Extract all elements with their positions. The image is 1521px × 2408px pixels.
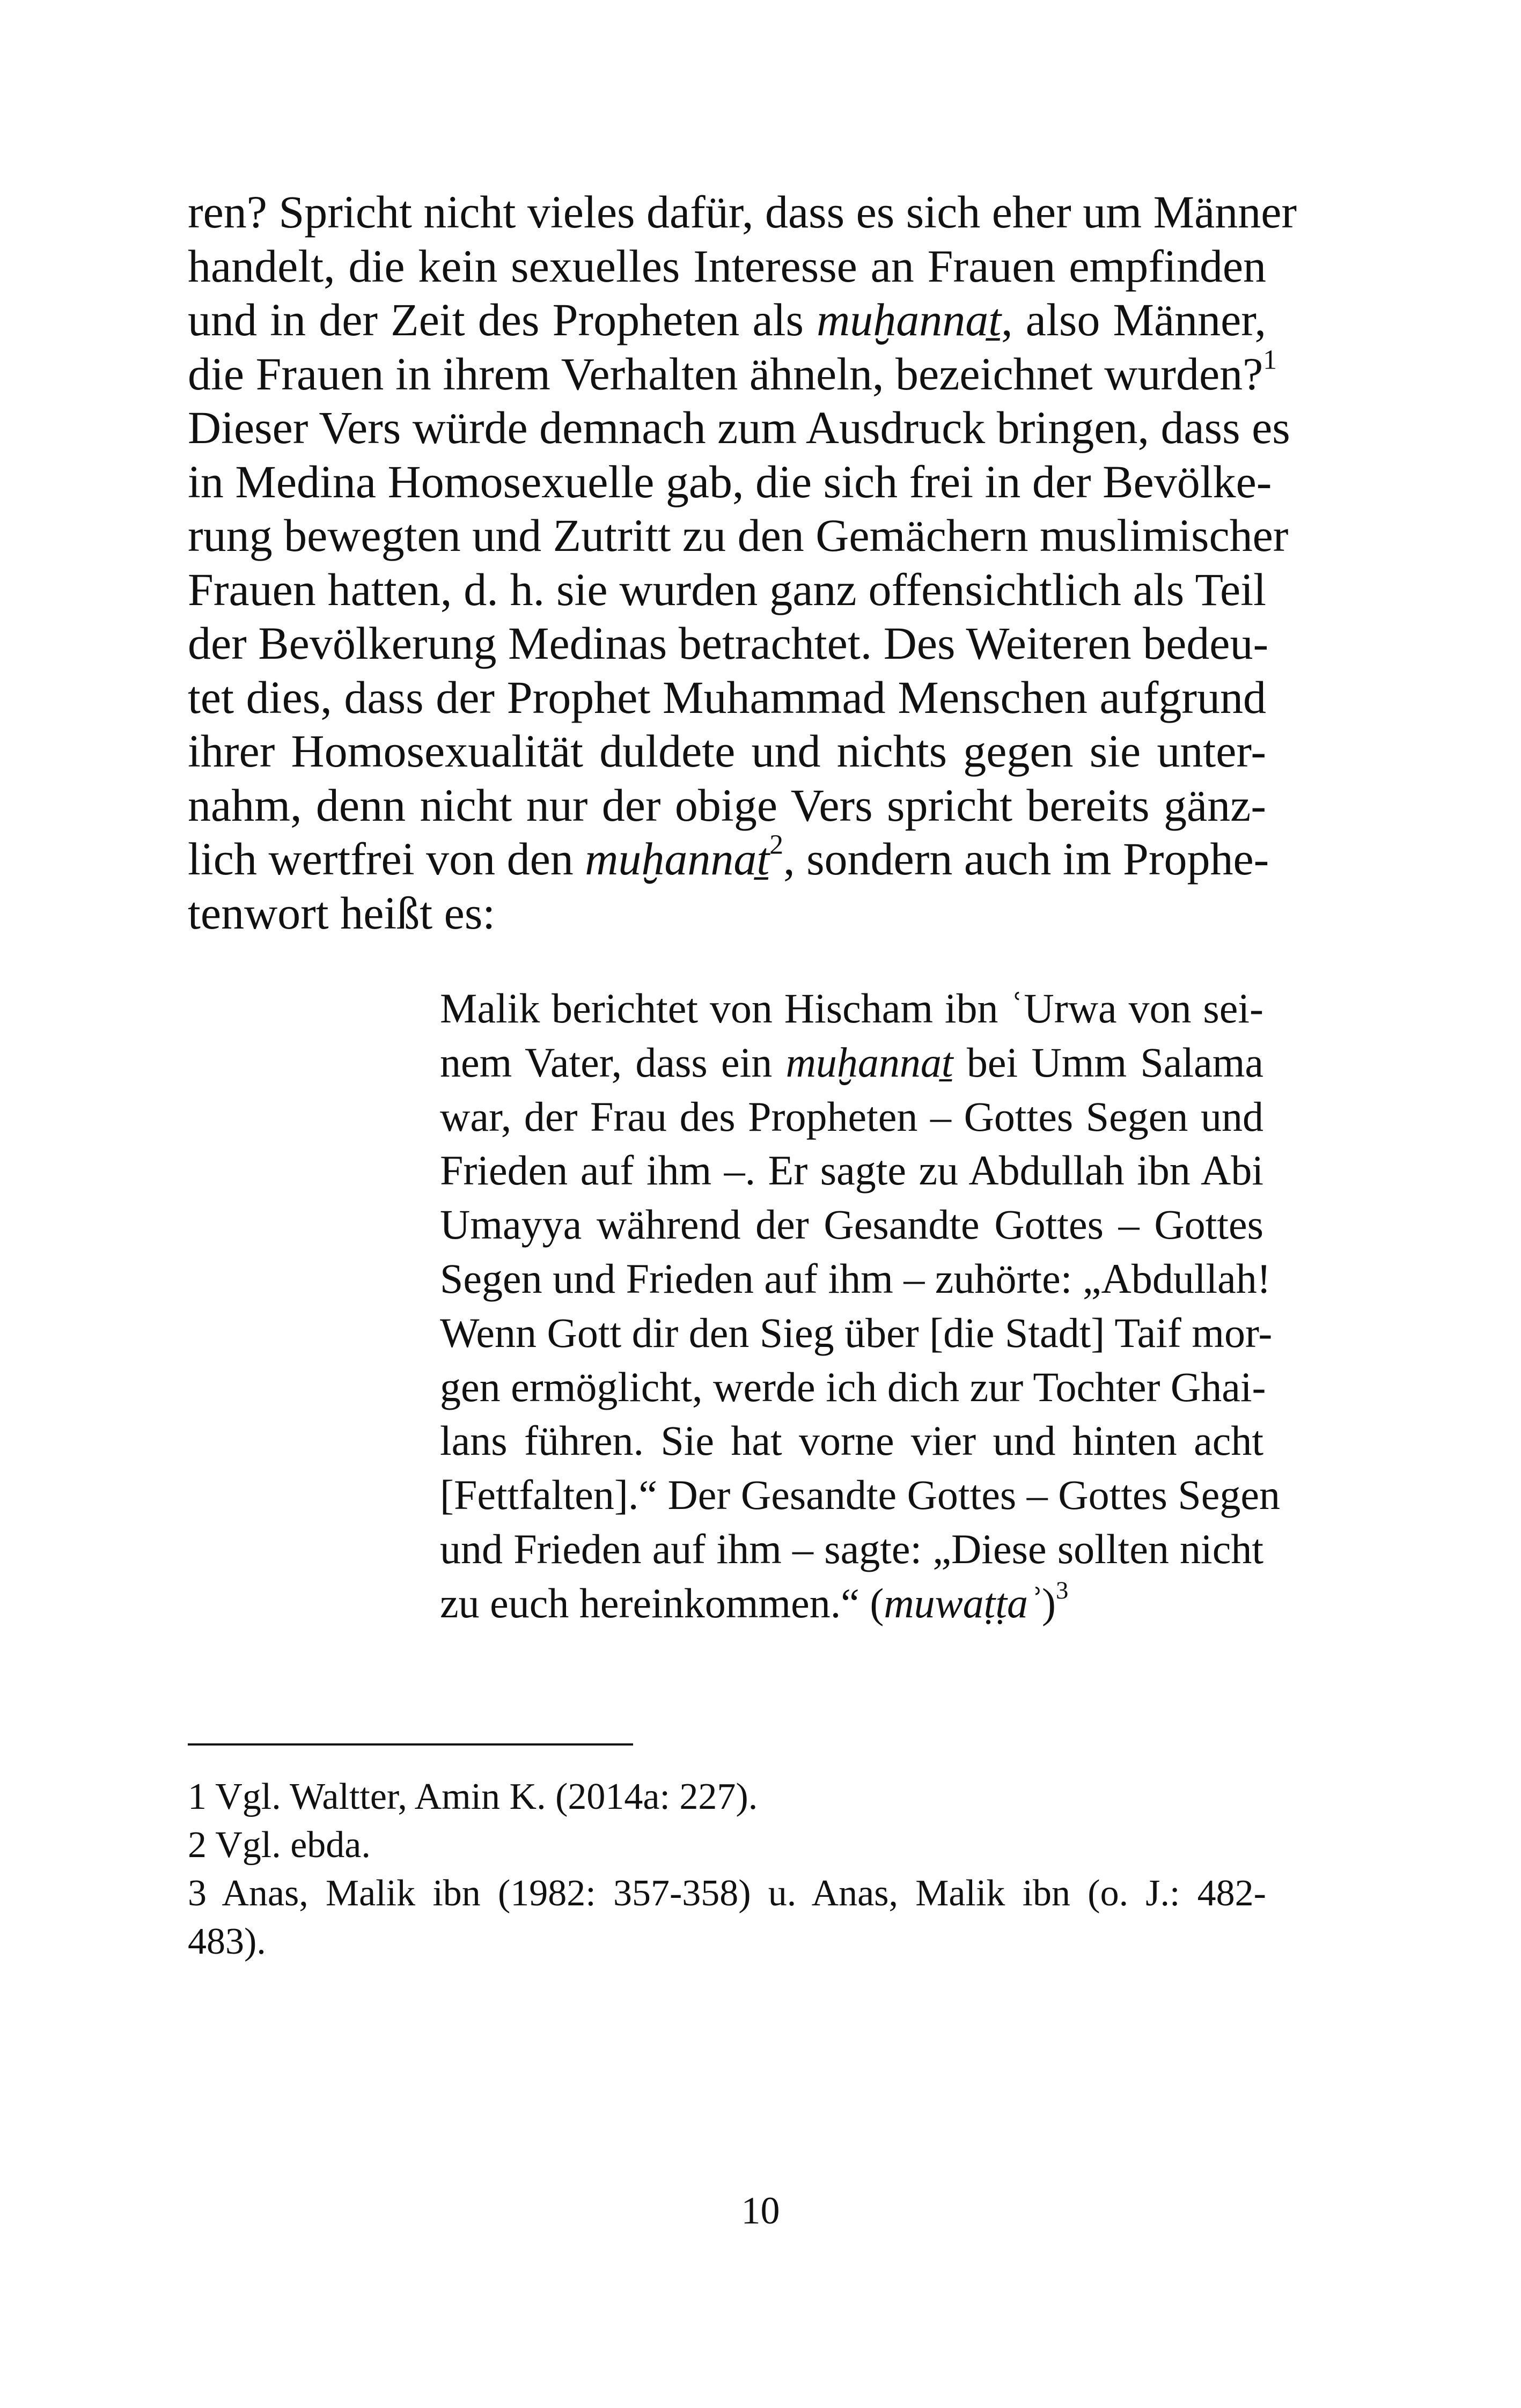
quote-line: nem Vater, dass ein muḫannaṯ bei Umm Salama xyxy=(440,1039,1263,1086)
quote-line: [Fettfalten].“ Der Gesandte Gottes – Gottes Segen xyxy=(440,1471,1281,1519)
footnote-separator xyxy=(188,1743,633,1746)
body-line: Dieser Vers würde demnach zum Ausdruck bringen, dass es xyxy=(188,402,1290,453)
quote-line: Wenn Gott dir den Sieg über [die Stadt] Taif mor- xyxy=(440,1309,1273,1356)
body-line: der Bevölkerung Medinas betrachtet. Des Weiteren bedeu- xyxy=(188,617,1269,669)
body-line: handelt, die kein sexuelles Interesse an Frauen empfinden xyxy=(188,240,1266,292)
italic-term: muḫannaṯ xyxy=(817,294,1002,345)
italic-term: muḫannaṯ xyxy=(585,833,770,885)
quote-line: war, der Frau des Propheten – Gottes Segen und xyxy=(440,1093,1263,1140)
footnote-3-line-2: 483). xyxy=(188,1921,266,1962)
body-line: ren? Spricht nicht vieles dafür, dass es sich eher um Männer xyxy=(188,186,1297,238)
italic-term: muḫannaṯ xyxy=(785,1039,953,1086)
footnote-3-line-1: 3 Anas, Malik ibn (1982: 357-358) u. Anas, Malik ibn (o. J.: 482- xyxy=(188,1873,1266,1914)
italic-term: muwaṭṭaʾ xyxy=(884,1579,1042,1626)
body-paragraph xyxy=(188,185,1297,940)
body-line: nahm, denn nicht nur der obige Vers spricht bereits gänz- xyxy=(188,779,1266,831)
body-line: Frauen hatten, d. h. sie wurden ganz offensichtlich als Teil xyxy=(188,563,1266,615)
footnote-2: 2 Vgl. ebda. xyxy=(188,1824,371,1866)
body-line: und in der Zeit des Propheten als muḫannaṯ, also Männer, xyxy=(188,294,1266,345)
quote-line: und Frieden auf ihm – sagte: „Diese sollten nicht xyxy=(440,1525,1263,1572)
body-line: die Frauen in ihrem Verhalten ähneln, bezeichnet wurden?$^1$ xyxy=(188,344,1277,400)
footnote-ref: 2 xyxy=(769,829,784,860)
body-line: ihrer Homosexualität duldete und nichts gegen sie unter- xyxy=(188,725,1266,777)
footnote-1: 1 Vgl. Waltter, Amin K. (2014a: 227). xyxy=(188,1776,758,1817)
hadith-block-quote xyxy=(440,982,1281,1631)
footnote-ref: 3 xyxy=(1055,1576,1069,1604)
footnote-ref: 1 xyxy=(1263,344,1277,375)
quote-line: Umayya während der Gesandte Gottes – Gottes xyxy=(440,1201,1263,1248)
body-line: in Medina Homosexuelle gab, die sich frei in der Bevölke- xyxy=(188,455,1272,507)
body-line: lich wertfrei von den muḫannaṯ$^2$, sondern auch im Prophe- xyxy=(188,829,1269,885)
quote-line: gen ermöglicht, werde ich dich zur Tochter Ghai- xyxy=(440,1363,1266,1410)
body-line: tet dies, dass der Prophet Muhammad Menschen aufgrund xyxy=(188,671,1266,723)
quote-line: Segen und Frieden auf ihm – zuhörte: „Abdullah! xyxy=(440,1255,1271,1302)
page-number: 10 xyxy=(741,2189,780,2232)
quote-line: zu euch hereinkommen.“ (muwaṭṭaʾ)$^3$ xyxy=(440,1576,1069,1626)
footnotes xyxy=(188,1773,1266,1966)
quote-line: Frieden auf ihm –. Er sagte zu Abdullah ibn Abi xyxy=(440,1147,1263,1194)
body-line: tenwort heißt es: xyxy=(188,887,496,939)
body-line: rung bewegten und Zutritt zu den Gemächern muslimischer xyxy=(188,510,1289,561)
quote-line: Malik berichtet von Hischam ibn ʿUrwa von sei- xyxy=(440,985,1263,1032)
quote-line: lans führen. Sie hat vorne vier und hinten acht xyxy=(440,1417,1263,1464)
